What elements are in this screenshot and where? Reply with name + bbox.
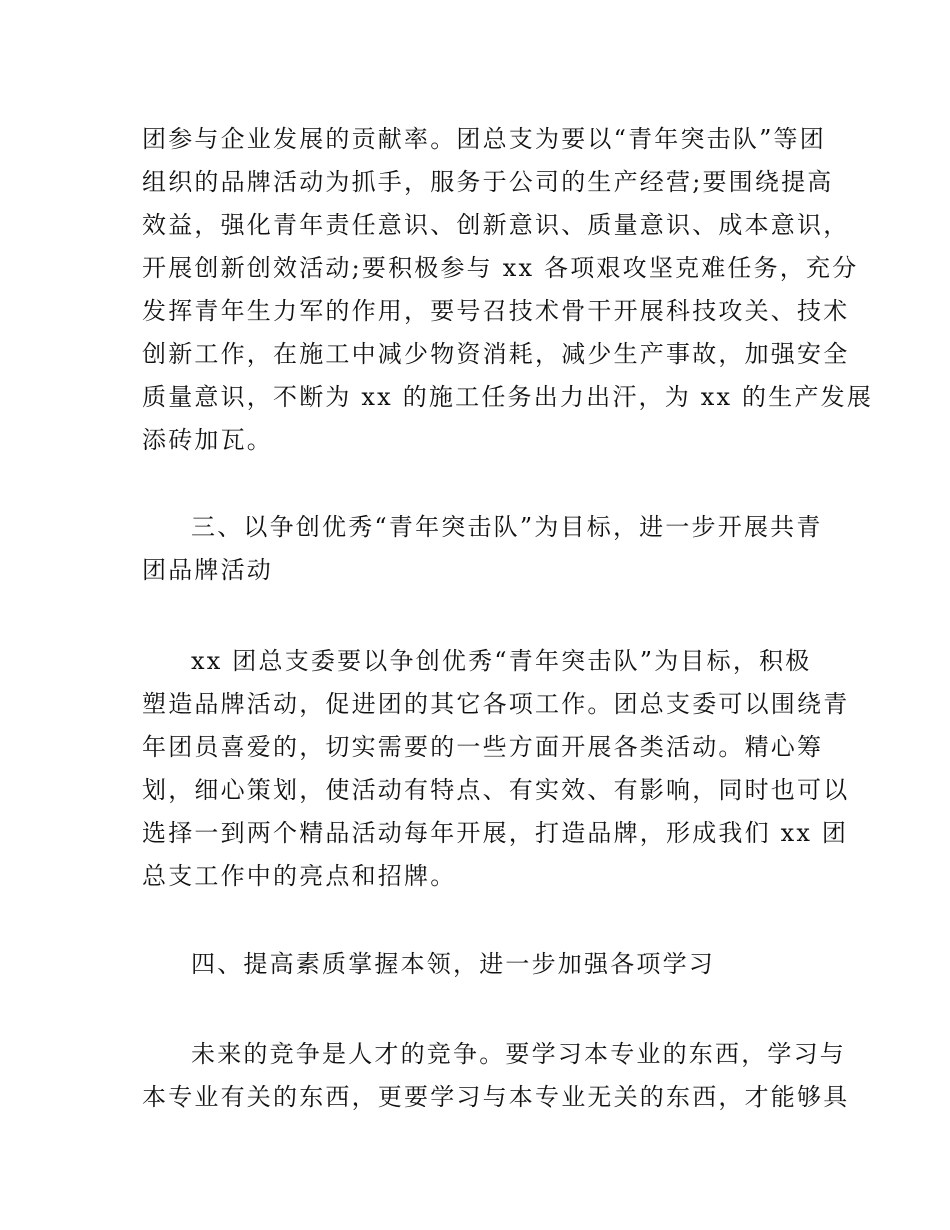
text-line: 添砖加瓦。 xyxy=(142,426,273,454)
section-heading-3 xyxy=(142,506,823,592)
paragraph-contribution xyxy=(142,118,874,462)
text-line: xx 团总支委要以争创优秀“青年突击队”为目标，积极 xyxy=(191,647,812,675)
text-line: 未来的竞争是人才的竞争。要学习本专业的东西，学习与 xyxy=(191,1040,846,1068)
text-line: 本专业有关的东西，更要学习与本专业无关的东西，才能够具 xyxy=(142,1083,850,1111)
heading-line: 四、提高素质掌握本领，进一步加强各项学习 xyxy=(191,950,715,978)
paragraph-learning xyxy=(142,1033,850,1119)
text-line: 开展创新创效活动;要积极参与 xx 各项艰攻坚克难任务，充分 xyxy=(142,254,859,282)
text-line: 团参与企业发展的贡献率。团总支为要以“青年突击队”等团 xyxy=(142,125,826,153)
heading-line: 三、以争创优秀“青年突击队”为目标，进一步开展共青 xyxy=(191,513,823,541)
section-heading-4 xyxy=(142,943,810,986)
text-line: 发挥青年生力军的作用，要号召技术骨干开展科技攻关、技术 xyxy=(142,297,850,325)
paragraph-brand-activities xyxy=(142,640,850,898)
text-line: 效益，强化青年责任意识、创新意识、质量意识、成本意识， xyxy=(142,211,850,239)
text-line: 总支工作中的亮点和招牌。 xyxy=(142,862,457,890)
text-line: 塑造品牌活动，促进团的其它各项工作。团总支委可以围绕青 xyxy=(142,690,850,718)
text-line: 组织的品牌活动为抓手，服务于公司的生产经营;要围绕提高 xyxy=(142,168,834,196)
heading-line: 团品牌活动 xyxy=(142,556,273,584)
text-line: 创新工作，在施工中减少物资消耗，减少生产事故，加强安全 xyxy=(142,340,850,368)
text-line: 年团员喜爱的，切实需要的一些方面开展各类活动。精心筹 xyxy=(142,733,824,761)
text-line: 划，细心策划，使活动有特点、有实效、有影响，同时也可以 xyxy=(142,776,850,804)
text-line: 质量意识，不断为 xx 的施工任务出力出汗，为 xx 的生产发展 xyxy=(142,383,874,411)
text-line: 选择一到两个精品活动每年开展，打造品牌，形成我们 xx 团 xyxy=(142,819,849,847)
